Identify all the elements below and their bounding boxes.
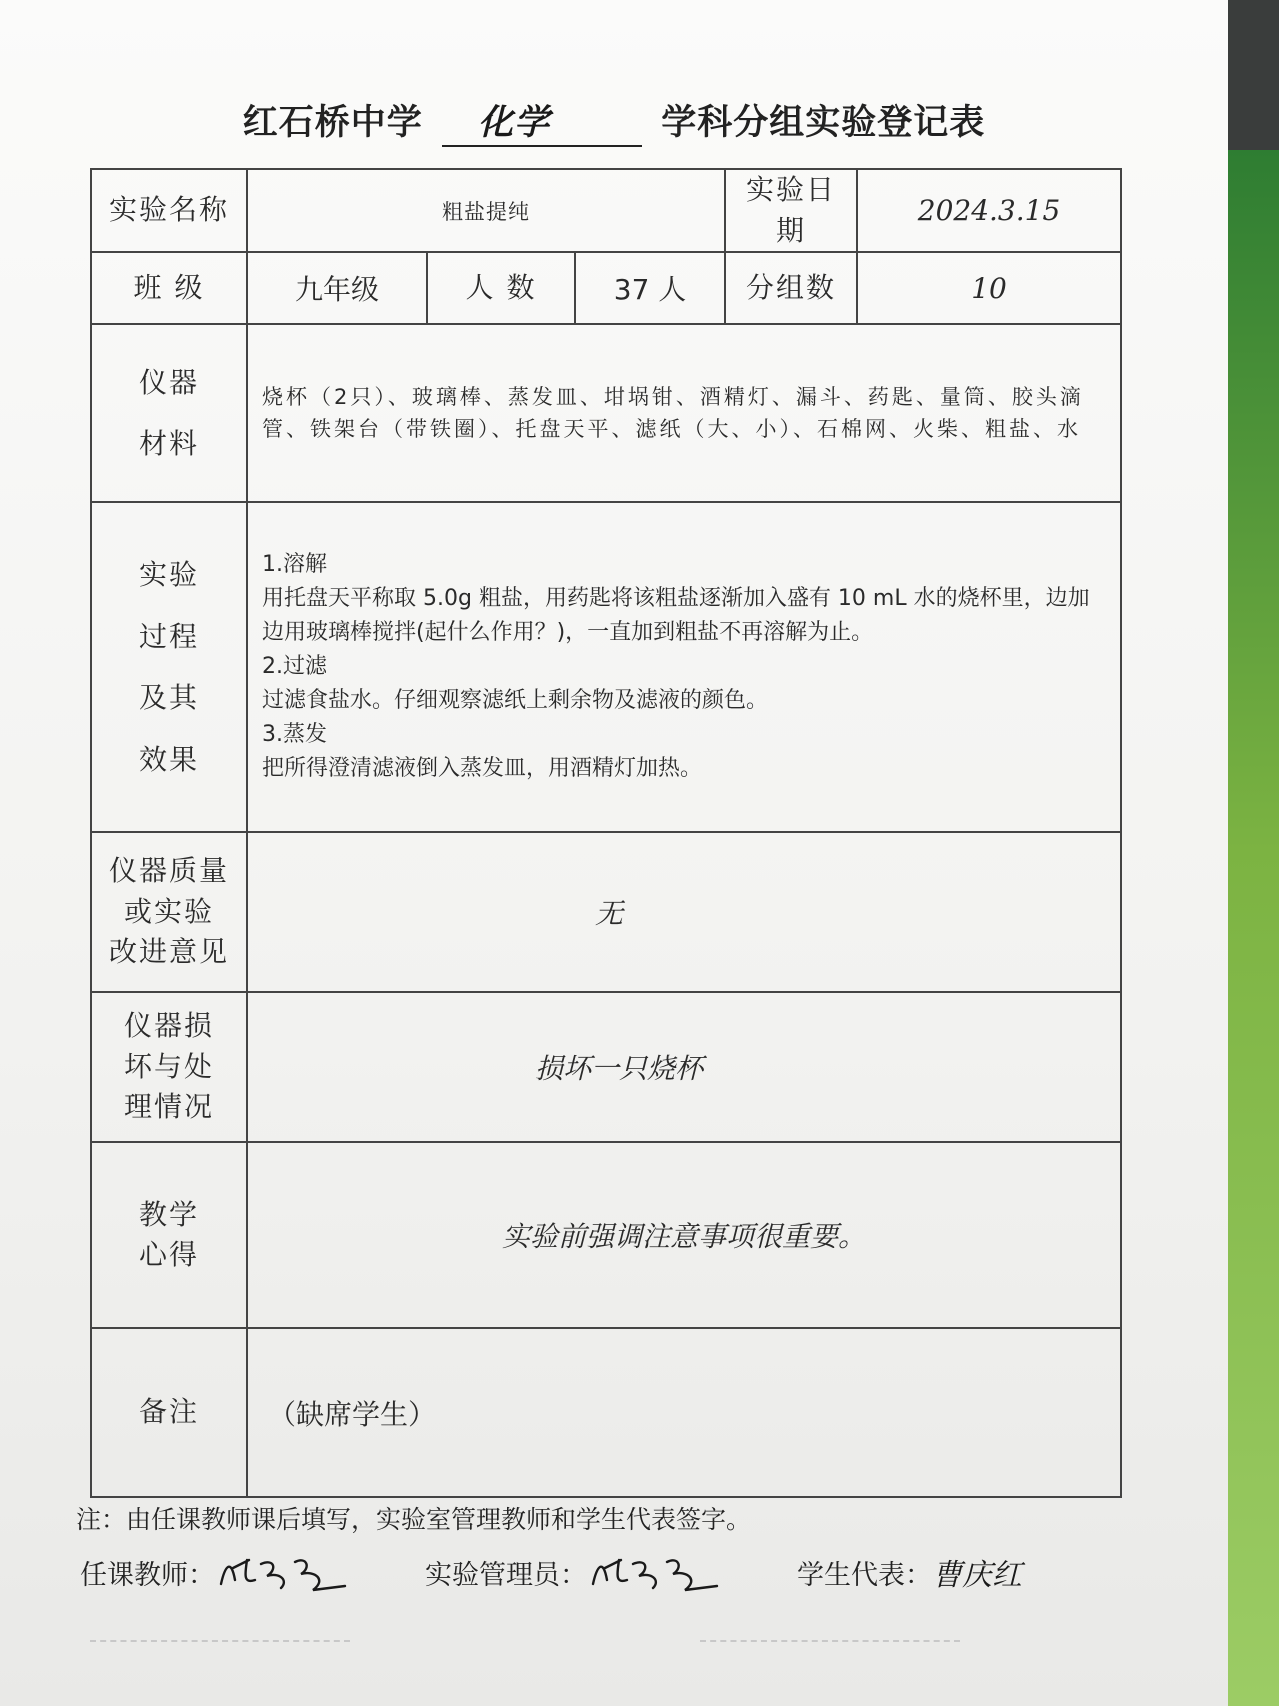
admin-signature [587,1550,727,1594]
label-quality-line1: 仪器质量 [108,854,229,888]
label-materials [91,324,247,502]
row-damage [91,992,1121,1142]
value-experiment-name: 粗盐提纯 [247,169,725,252]
registration-table [90,168,1122,1498]
row-teaching [91,1142,1121,1328]
label-people: 人 数 [427,252,575,324]
page-title [0,95,1228,147]
value-groups: 10 [857,252,1121,324]
student-signature: 曹庆红 [932,1558,1022,1593]
value-remarks: （缺席学生） [247,1328,1121,1497]
teacher-signature [215,1550,355,1594]
label-teaching-line1: 教学 [138,1197,199,1231]
footer-dash-left [90,1640,350,1642]
process-step2-text: 过滤食盐水。仔细观察滤纸上剩余物及滤液的颜色。 [262,688,769,714]
value-people: 37 人 [575,252,725,324]
teacher-signature-group [80,1550,355,1594]
process-step1-title: 1.溶解 [262,551,327,577]
admin-label: 实验管理员： [425,1559,587,1591]
title-suffix: 学科分组实验登记表 [661,103,986,143]
admin-signature-group [425,1550,727,1594]
student-label: 学生代表： [797,1559,932,1591]
row-remarks [91,1328,1121,1497]
process-step3-text: 把所得澄清滤液倒入蒸发皿，用酒精灯加热。 [262,756,703,782]
label-damage [91,992,247,1142]
student-signature-group [797,1550,1022,1594]
label-process-line3: 及其 [138,681,199,715]
row-process [91,502,1121,832]
label-damage-line2: 坏与处 [123,1049,214,1083]
process-step2-title: 2.过滤 [262,654,327,680]
label-materials-line2: 材料 [138,427,199,461]
label-teaching [91,1142,247,1328]
label-quality-line2: 或实验 [123,894,214,928]
label-groups: 分组数 [725,252,857,324]
value-process [247,502,1121,832]
label-process [91,502,247,832]
label-quality-line3: 改进意见 [108,935,229,969]
label-teaching-line2: 心得 [138,1238,199,1272]
label-damage-line3: 理情况 [123,1090,214,1124]
label-process-line4: 效果 [138,742,199,776]
signature-row [80,1550,1160,1594]
row-experiment-name [91,169,1121,252]
process-step1-text: 用托盘天平称取 5.0g 粗盐，用药匙将该粗盐逐渐加入盛有 10 mL 水的烧杯里，边加边用玻璃棒搅拌(起什么作用？)，一直加到粗盐不再溶解为止。 [262,585,1090,646]
label-experiment-date: 实验日期 [725,169,857,252]
row-class-info [91,252,1121,324]
footer-dash-right [700,1640,960,1642]
label-experiment-name: 实验名称 [91,169,247,252]
subject-field: 化学 [442,95,642,147]
label-materials-line1: 仪器 [138,365,199,399]
label-remarks: 备注 [91,1328,247,1497]
value-damage: 损坏一只烧杯 [247,992,1121,1142]
value-quality: 无 [247,832,1121,992]
school-name: 红石桥中学 [242,103,423,143]
label-process-line2: 过程 [138,619,199,653]
value-materials: 烧杯（2只）、玻璃棒、蒸发皿、坩埚钳、酒精灯、漏斗、药匙、量筒、胶头滴管、铁架台（带铁圈）、托盘天平、滤纸（大、小）、石棉网、火柴、粗盐、水 [247,324,1121,502]
label-quality [91,832,247,992]
teacher-label: 任课教师： [80,1559,215,1591]
value-class: 九年级 [247,252,427,324]
label-process-line1: 实验 [138,558,199,591]
row-materials [91,324,1121,502]
value-teaching: 实验前强调注意事项很重要。 [247,1142,1121,1328]
footer-note: 注：由任课教师课后填写，实验室管理教师和学生代表签字。 [76,1505,752,1534]
process-step3-title: 3.蒸发 [262,722,327,748]
label-class: 班 级 [91,252,247,324]
value-experiment-date: 2024.3.15 [857,169,1121,252]
row-quality [91,832,1121,992]
label-damage-line1: 仪器损 [123,1009,214,1043]
